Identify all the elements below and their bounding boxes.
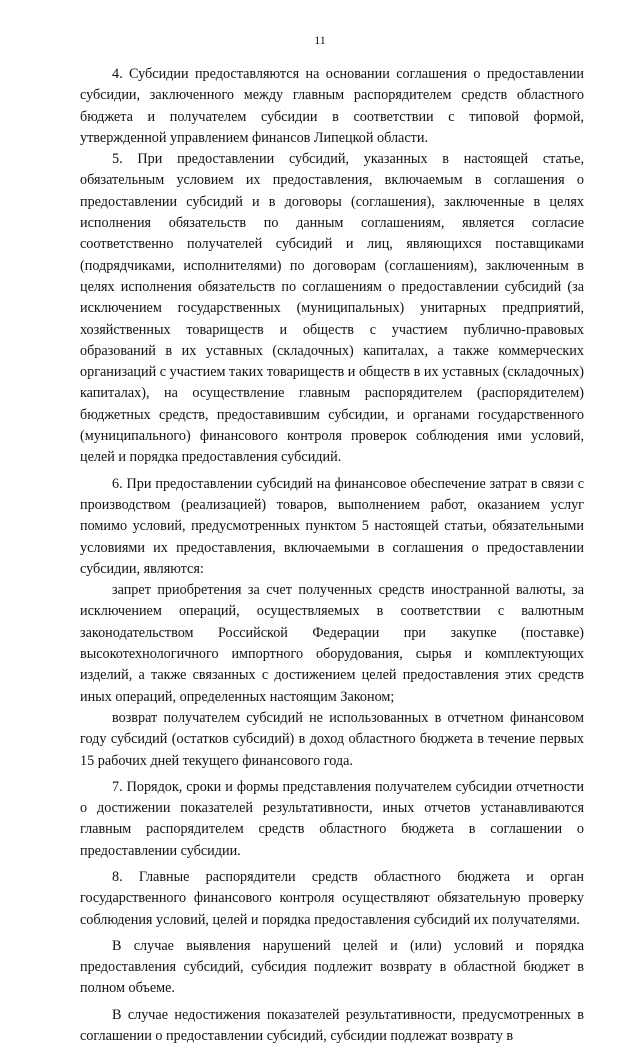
page-number: 11 (314, 33, 326, 47)
paragraph-non-achievement: В случае недостижения показателей результативности, предусмотренных в соглашении о предоставлении субсидий, субсидии подлежат возврату в (80, 1006, 584, 1045)
paragraph-violations: В случае выявления нарушений целей и (или) условий и порядка предоставления субсидий, субсидия подлежит возврату в областной бюджет в полном объеме. (80, 937, 584, 997)
paragraph-6: 6. При предоставлении субсидий на финансовое обеспечение затрат в связи с производством (реализацией) товаров, выполнением работ, оказанием услуг помимо условий, предусмотренных пунктом 5 настоящей статьи, обязательными условиями их предоставления, включаемыми в соглашения о предоставлении субсидии, являются: (80, 475, 584, 577)
paragraph-4: 4. Субсидии предоставляются на основании соглашения о предоставлении субсидии, заключенного между главным распорядителем средств областного бюджета и получателем субсидии в соответствии с типовой формой, утвержденной управлением финансов Липецкой области. (80, 66, 584, 146)
paragraph-6-refund: возврат получателем субсидий не использованных в отчетном финансовом году субсидий (остатков субсидий) в доход областного бюджета в течение первых 15 рабочих дней текущего финансового года. (80, 709, 584, 769)
paragraph-6-currency-ban: запрет приобретения за счет полученных средств иностранной валюты, за исключением операций, осуществляемых в соответствии с валютным законодательством Российской Федерации при закупке (поставке) высокотехнологичного импортного оборудования, сырья и комплектующих изделий, а также связанных с достижением целей предоставления этих средств иных операций, определенных настоящим Законом; (80, 582, 584, 705)
paragraph-5: 5. При предоставлении субсидий, указанных в настоящей статье, обязательным условием их предоставления, включаемым в соглашения о предоставлении субсидий и в договоры (соглашения), заключенные в целях исполнения обязательств по данным соглашениям, является согласие соответственно получателей субсидий и лиц, являющихся поставщиками (подрядчиками, исполнителями) по договорам (соглашениям), заключенным в целях исполнения обязательств по соглашениям о предоставлении субсидий (за исключением государственных (муниципальных) унитарных предприятий, хозяйственных товариществ и обществ с участием публично-правовых образований в их уставных (складочных) капиталах, а также коммерческих организаций с участием таких товариществ и обществ в их уставных (складочных) капиталах), на осуществление главным распорядителем (распорядителем) бюджетных средств, предоставившим субсидии, и органами государственного (муниципального) финансового контроля проверок соблюдения ими условий, целей и порядка предоставления субсидий. (80, 151, 584, 466)
paragraph-8: 8. Главные распорядители средств областного бюджета и орган государственного финансового контроля осуществляют обязательную проверку соблюдения условий, целей и порядка предоставления субсидий их получателями. (80, 868, 584, 928)
document-body (80, 64, 584, 1047)
paragraph-7: 7. Порядок, сроки и формы представления получателем субсидии отчетности о достижении показателей результативности, иных отчетов устанавливаются главным распорядителем средств областного бюджета в соглашении о предоставлении субсидии. (80, 778, 584, 859)
